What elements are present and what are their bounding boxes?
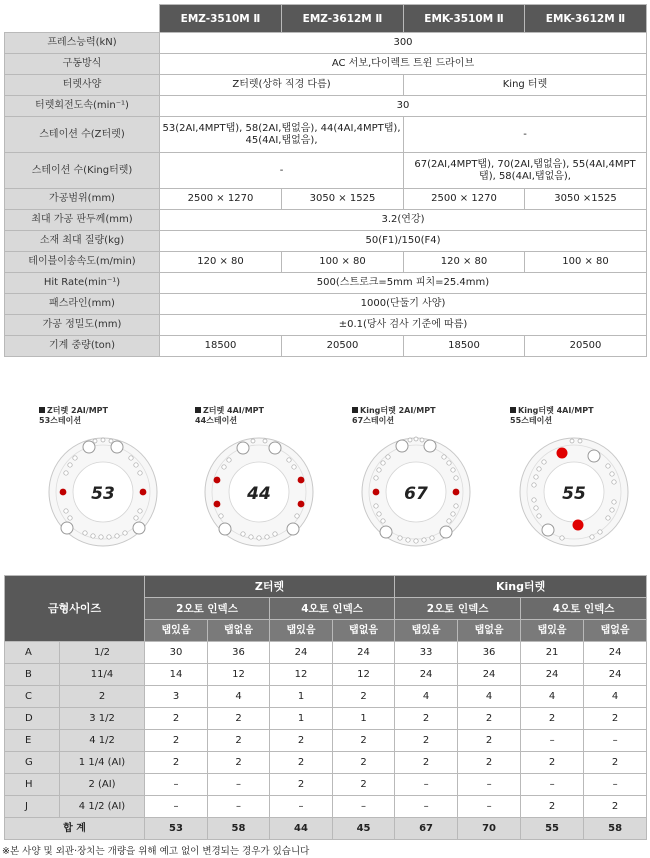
tap-header: 탭없음 [333,620,395,642]
turret-diagram [181,400,331,550]
spec-value: AC 서보,다이렉트 트윈 드라이브 [160,54,647,75]
bullet-square-icon [39,407,45,413]
model-header: EMK-3612M Ⅱ [525,5,647,33]
spec-value: 3.2(연강) [160,210,647,231]
count-cell: – [458,774,521,796]
spec-value: 20500 [525,336,647,357]
large-station [287,523,299,535]
count-cell: 2 [584,752,647,774]
auto-index-station [60,489,67,496]
large-station [542,524,554,536]
station-label: A [5,642,60,664]
total-row [5,818,647,840]
count-cell: 2 [145,752,208,774]
spec-label: 스테이션 수(Z터렛) [5,117,160,153]
station-label: J [5,796,60,818]
spec-label: 프레스능력(kN) [5,33,160,54]
total-cell: 67 [395,818,458,840]
total-cell: 58 [208,818,270,840]
count-cell: – [333,796,395,818]
table-row [5,752,647,774]
large-station [396,440,408,452]
spec-label: 테이블이송속도(m/min) [5,252,160,273]
turret-caption [195,406,264,426]
large-station [219,523,231,535]
spec-table [4,4,647,357]
spec-value: 30 [160,96,647,117]
tap-header: 탭있음 [145,620,208,642]
count-cell: 2 [458,730,521,752]
station-label: C [5,686,60,708]
bullet-square-icon [352,407,358,413]
table-row [5,664,647,686]
count-cell: 2 [208,730,270,752]
spec-label: 터렛회전도속(min⁻¹) [5,96,160,117]
spec-value: 100 × 80 [525,252,647,273]
count-cell: 2 [270,730,333,752]
spec-value: King 터렛 [404,75,647,96]
turret-subtitle: 67스테이션 [352,416,395,425]
die-size: 1/2 [60,642,145,664]
spec-label: 구동방식 [5,54,160,75]
total-cell: 55 [521,818,584,840]
count-cell: 2 [521,708,584,730]
count-cell: – [395,796,458,818]
count-cell: 12 [333,664,395,686]
spec-value: 300 [160,33,647,54]
count-cell: – [270,796,333,818]
spec-value: 67(2AI,4MPT탭), 70(2AI,탭없음), 55(4AI,4MPT탭), 58(4AI,탭없음), [404,153,647,189]
count-cell: 24 [270,642,333,664]
spec-value: 3050 ×1525 [525,189,647,210]
turret-subtitle: 53스테이션 [39,416,82,425]
count-cell: – [584,730,647,752]
turret-caption [39,406,108,426]
die-size: 2 [60,686,145,708]
spec-label: 기계 중량(ton) [5,336,160,357]
spec-value: 50(F1)/150(F4) [160,231,647,252]
large-station [61,522,73,534]
count-cell: 4 [458,686,521,708]
spec-label: 소재 최대 질량(kg) [5,231,160,252]
count-cell: 4 [521,686,584,708]
count-cell: 36 [458,642,521,664]
turret-title: Z터렛 2AI/MPT [47,406,108,415]
auto-index-station [573,520,584,531]
spec-value: 120 × 80 [160,252,282,273]
large-station [269,442,281,454]
spec-value: ±0.1(당사 검사 기준에 따름) [160,315,647,336]
table-row [5,796,647,818]
count-cell: – [145,796,208,818]
spec-value: 18500 [160,336,282,357]
count-cell: – [458,796,521,818]
auto-index-station [298,501,305,508]
count-cell: 24 [395,664,458,686]
spec-value: 20500 [282,336,404,357]
count-cell: 3 [145,686,208,708]
count-cell: – [521,730,584,752]
count-cell: 24 [584,664,647,686]
count-cell: – [208,774,270,796]
footnote: ※본 사양 및 외관·장치는 개량을 위해 예고 없이 변경되는 경우가 있습니다 [2,846,310,857]
station-count: 55 [562,484,586,504]
index-header: 4오토 인덱스 [521,598,647,620]
turret-group-header: King터렛 [395,576,647,598]
bullet-square-icon [510,407,516,413]
count-cell: 12 [208,664,270,686]
bullet-square-icon [195,407,201,413]
turret-diagram [338,400,488,550]
count-cell: 1 [333,708,395,730]
die-table-body [5,642,647,818]
count-cell: – [521,774,584,796]
die-table [4,575,647,840]
turret-title: King터렛 2AI/MPT [360,406,436,415]
station-label: E [5,730,60,752]
count-cell: 2 [270,774,333,796]
tap-header: 탭있음 [270,620,333,642]
die-size: 11/4 [60,664,145,686]
spec-value: 3050 × 1525 [282,189,404,210]
tap-header: 탭없음 [208,620,270,642]
model-header: EMZ-3510M Ⅱ [160,5,282,33]
turret-group-header: Z터렛 [145,576,395,598]
large-station [588,450,600,462]
total-cell: 58 [584,818,647,840]
count-cell: 1 [270,686,333,708]
count-cell: 14 [145,664,208,686]
count-cell: 2 [584,796,647,818]
auto-index-station [140,489,147,496]
model-header: EMK-3510M Ⅱ [404,5,525,33]
total-cell: 53 [145,818,208,840]
spec-value: 18500 [404,336,525,357]
spec-value: 100 × 80 [282,252,404,273]
count-cell: 2 [584,708,647,730]
spec-value: 53(2AI,4MPT탭), 58(2AI,탭없음), 44(4AI,4MPT탭), 45(4AI,탭없음), [160,117,404,153]
auto-index-station [298,477,305,484]
die-size-header: 금형사이즈 [5,576,145,642]
tap-header: 탭있음 [395,620,458,642]
count-cell: 2 [521,796,584,818]
count-cell: 4 [584,686,647,708]
auto-index-station [557,448,568,459]
turret-caption [510,406,594,426]
spec-value: 120 × 80 [404,252,525,273]
table-row [5,774,647,796]
table-row [5,686,647,708]
large-station [237,442,249,454]
auto-index-station [214,501,221,508]
auto-index-station [453,489,460,496]
auto-index-station [373,489,380,496]
spec-label: 터렛사양 [5,75,160,96]
count-cell: 2 [145,708,208,730]
large-station [111,441,123,453]
table-row [5,708,647,730]
large-station [83,441,95,453]
spec-value: 2500 × 1270 [160,189,282,210]
count-cell: – [395,774,458,796]
count-cell: 2 [458,752,521,774]
spec-label: 최대 가공 판두께(mm) [5,210,160,231]
count-cell: – [208,796,270,818]
station-count: 53 [91,484,115,504]
table-row [5,642,647,664]
spec-label: 가공범위(mm) [5,189,160,210]
tap-header: 탭있음 [521,620,584,642]
turret-diagram [496,400,646,550]
index-header: 4오토 인덱스 [270,598,395,620]
auto-index-station [214,477,221,484]
turret-diagram [25,400,175,550]
station-count: 67 [404,484,428,504]
total-label: 합 계 [5,818,145,840]
count-cell: 2 [521,752,584,774]
count-cell: 2 [333,686,395,708]
count-cell: 30 [145,642,208,664]
station-label: H [5,774,60,796]
count-cell: 2 [333,774,395,796]
index-header: 2오토 인덱스 [395,598,521,620]
die-size: 4 1/2 [60,730,145,752]
spec-label: 스테이션 수(King터렛) [5,153,160,189]
total-cell: 45 [333,818,395,840]
count-cell: 2 [333,730,395,752]
count-cell: 36 [208,642,270,664]
tap-header: 탭없음 [458,620,521,642]
tap-header: 탭없음 [584,620,647,642]
spec-value: 1000(단둘기 사양) [160,294,647,315]
count-cell: 1 [270,708,333,730]
model-header: EMZ-3612M Ⅱ [282,5,404,33]
turret-caption [352,406,436,426]
large-station [440,526,452,538]
turret-subtitle: 55스테이션 [510,416,553,425]
large-station [424,440,436,452]
count-cell: 2 [395,730,458,752]
count-cell: 2 [333,752,395,774]
count-cell: 2 [395,708,458,730]
die-size: 4 1/2 (AI) [60,796,145,818]
spec-value: Z터렛(상하 직경 다름) [160,75,404,96]
station-label: B [5,664,60,686]
station-label: G [5,752,60,774]
total-cell: 44 [270,818,333,840]
spec-value: 2500 × 1270 [404,189,525,210]
spec-value: - [160,153,404,189]
table-row [5,730,647,752]
count-cell: – [145,774,208,796]
turret-diagrams [0,400,650,550]
count-cell: – [584,774,647,796]
index-header: 2오토 인덱스 [145,598,270,620]
spec-corner [5,5,160,33]
turret-subtitle: 44스테이션 [195,416,238,425]
count-cell: 24 [458,664,521,686]
turret-title: King터렛 4AI/MPT [518,406,594,415]
die-size: 2 (AI) [60,774,145,796]
count-cell: 2 [208,708,270,730]
spec-label: Hit Rate(min⁻¹) [5,273,160,294]
die-size: 3 1/2 [60,708,145,730]
count-cell: 24 [333,642,395,664]
count-cell: 2 [395,752,458,774]
die-size: 1 1/4 (AI) [60,752,145,774]
count-cell: 4 [208,686,270,708]
count-cell: 2 [270,752,333,774]
count-cell: 2 [458,708,521,730]
spec-label: 가공 정밀도(mm) [5,315,160,336]
count-cell: 2 [208,752,270,774]
count-cell: 12 [270,664,333,686]
count-cell: 24 [584,642,647,664]
spec-value: - [404,117,647,153]
station-count: 44 [247,484,271,504]
large-station [380,526,392,538]
total-cell: 70 [458,818,521,840]
count-cell: 4 [395,686,458,708]
turret-title: Z터렛 4AI/MPT [203,406,264,415]
spec-label: 패스라인(mm) [5,294,160,315]
count-cell: 21 [521,642,584,664]
spec-value: 500(스트로크=5mm 피치=25.4mm) [160,273,647,294]
station-label: D [5,708,60,730]
large-station [133,522,145,534]
count-cell: 2 [145,730,208,752]
count-cell: 33 [395,642,458,664]
count-cell: 24 [521,664,584,686]
